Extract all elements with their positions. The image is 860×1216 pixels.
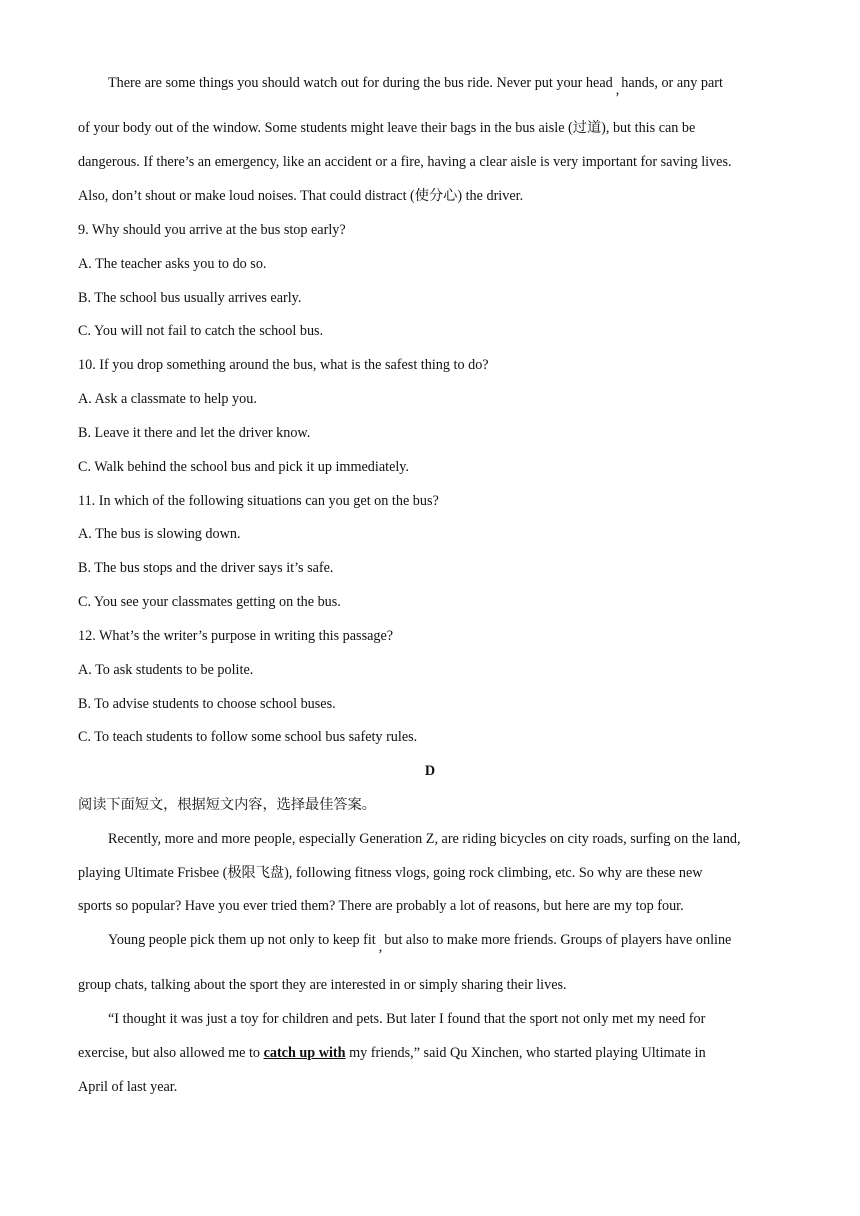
passage-d-line: group chats, talking about the sport they are interested in or simply sharing their lives. (78, 977, 567, 993)
passage-c-line: dangerous. If there’s an emergency, like an accident or a fire, having a clear aisle is very important for saving lives. (78, 154, 732, 170)
passage-d-line (78, 1044, 706, 1062)
passage-comma: , (615, 82, 620, 98)
passage-text: exercise, but also allowed me to (78, 1045, 261, 1061)
answer-option: C. You see your classmates getting on the bus. (78, 594, 341, 610)
passage-text: but also to make more friends. Groups of players have online (384, 932, 732, 948)
passage-c-line: of your body out of the window. Some students might leave their bags in the bus aisle (过道), but this can be (78, 120, 696, 136)
answer-option: C. You will not fail to catch the school bus. (78, 323, 324, 339)
answer-option: A. The bus is slowing down. (78, 526, 241, 542)
answer-option: B. To advise students to choose school buses. (78, 696, 336, 712)
answer-option: B. The school bus usually arrives early. (78, 290, 302, 306)
answer-option: A. To ask students to be polite. (78, 662, 254, 678)
underlined-phrase: catch up with (263, 1045, 346, 1061)
passage-d-line: sports so popular? Have you ever tried them? There are probably a lot of reasons, but here are my top four. (78, 898, 684, 914)
passage-c-line (108, 74, 723, 98)
passage-c-line: Also, don’t shout or make loud noises. That could distract (使分心) the driver. (78, 188, 524, 204)
answer-option: B. Leave it there and let the driver know. (78, 425, 311, 441)
passage-comma: , (378, 939, 383, 955)
passage-text: my friends,” said Qu Xinchen, who started playing Ultimate in (349, 1045, 706, 1061)
answer-option: C. To teach students to follow some school bus safety rules. (78, 729, 418, 745)
answer-option: B. The bus stops and the driver says it’s safe. (78, 560, 334, 576)
passage-text: Young people pick them up not only to keep fit (108, 932, 376, 948)
passage-d-line (108, 931, 732, 955)
passage-d-line: playing Ultimate Frisbee (极限飞盘), following fitness vlogs, going rock climbing, etc. So why are these new (78, 865, 703, 881)
passage-d-line: April of last year. (78, 1079, 178, 1095)
answer-option: C. Walk behind the school bus and pick it up immediately. (78, 459, 410, 475)
answer-option: A. The teacher asks you to do so. (78, 256, 267, 272)
section-instruction: 阅读下面短文，根据短文内容，选择最佳答案。 (78, 797, 376, 813)
question-stem: 11. In which of the following situations can you get on the bus? (78, 493, 439, 509)
question-stem: 9. Why should you arrive at the bus stop early? (78, 222, 346, 238)
passage-d-line: “I thought it was just a toy for children and pets. But later I found that the sport not only met my need for (108, 1011, 706, 1027)
passage-text: There are some things you should watch out for during the bus ride. Never put your head (108, 75, 613, 91)
passage-d-line: Recently, more and more people, especially Generation Z, are riding bicycles on city roads, surfing on the land, (108, 831, 741, 847)
passage-text: hands, or any part (621, 75, 723, 91)
question-stem: 10. If you drop something around the bus, what is the safest thing to do? (78, 357, 489, 373)
question-stem: 12. What’s the writer’s purpose in writing this passage? (78, 628, 394, 644)
answer-option: A. Ask a classmate to help you. (78, 391, 257, 407)
section-heading: D (424, 763, 436, 779)
